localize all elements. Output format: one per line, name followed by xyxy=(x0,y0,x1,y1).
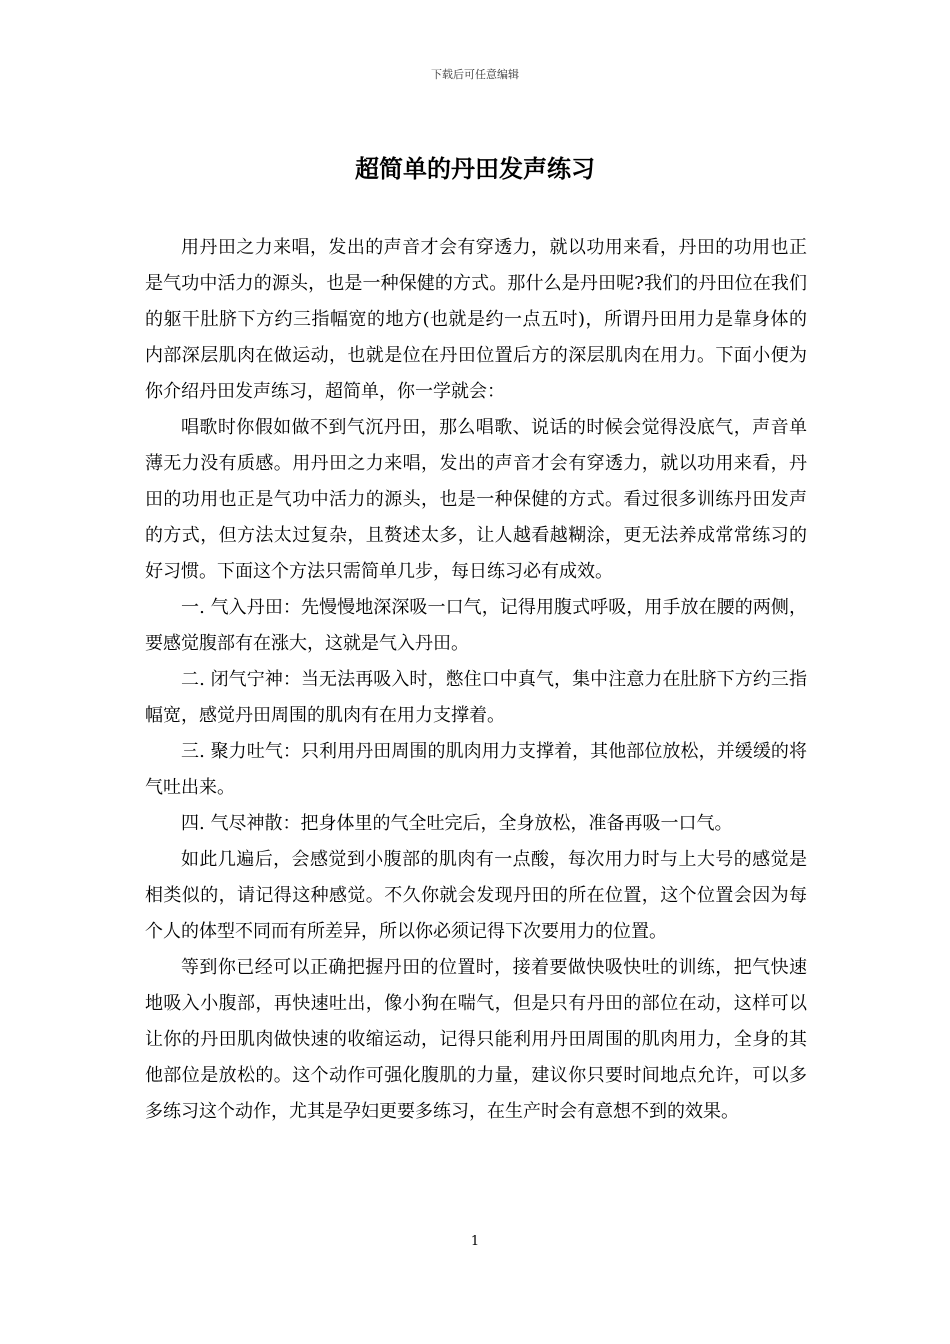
page-number: 1 xyxy=(470,1234,480,1249)
paragraph-step-1: 一. 气入丹田：先慢慢地深深吸一口气，记得用腹式呼吸，用手放在腰的两侧，要感觉腹部有在涨大，这就是气入丹田。 xyxy=(145,597,807,654)
paragraph-step-2: 二. 闭气宁神：当无法再吸入时，憋住口中真气，集中注意力在肚脐下方约三指幅宽，感觉丹田周围的肌肉有在用力支撑着。 xyxy=(145,669,807,726)
paragraph-fast-breathing: 等到你已经可以正确把握丹田的位置时，接着要做快吸快吐的训练，把气快速地吸入小腹部，再快速吐出，像小狗在喘气，但是只有丹田的部位在动，这样可以让你的丹田肌肉做快速的收缩运动，记得只能利用丹田周围的肌肉用力，全身的其他部位是放松的。这个动作可强化腹肌的力量，建议你只要时间地点允许，可以多多练习这个动作，尤其是孕妇更要多练习，在生产时会有意想不到的效果。 xyxy=(145,957,807,1122)
document-body xyxy=(145,230,807,1130)
paragraph-repeat: 如此几遍后，会感觉到小腹部的肌肉有一点酸，每次用力时与上大号的感觉是相类似的，请记得这种感觉。不久你就会发现丹田的所在位置，这个位置会因为每个人的体型不同而有所差异，所以你必须记得下次要用力的位置。 xyxy=(145,849,807,942)
document-title: 超简单的丹田发声练习 xyxy=(355,154,595,183)
paragraph-intro: 用丹田之力来唱，发出的声音才会有穿透力，就以功用来看，丹田的功用也正是气功中活力的源头，也是一种保健的方式。那什么是丹田呢?我们的丹田位在我们的躯干肚脐下方约三指幅宽的地方(也就是约一点五吋)，所谓丹田用力是靠身体的内部深层肌肉在做运动，也就是位在丹田位置后方的深层肌肉在用力。下面小便为你介绍丹田发声练习，超简单，你一学就会： xyxy=(145,237,807,402)
paragraph-step-3: 三. 聚力吐气：只利用丹田周围的肌肉用力支撑着，其他部位放松，并缓缓的将气吐出来。 xyxy=(145,741,807,798)
header-note: 下载后可任意编辑 xyxy=(431,68,519,81)
paragraph-singing: 唱歌时你假如做不到气沉丹田，那么唱歌、说话的时候会觉得没底气，声音单薄无力没有质感。用丹田之力来唱，发出的声音才会有穿透力，就以功用来看，丹田的功用也正是气功中活力的源头，也是一种保健的方式。看过很多训练丹田发声的方式，但方法太过复杂，且赘述太多，让人越看越糊涂，更无法养成常常练习的好习惯。下面这个方法只需简单几步，每日练习必有成效。 xyxy=(145,417,807,582)
paragraph-step-4: 四. 气尽神散：把身体里的气全吐完后，全身放松，准备再吸一口气。 xyxy=(181,813,733,834)
